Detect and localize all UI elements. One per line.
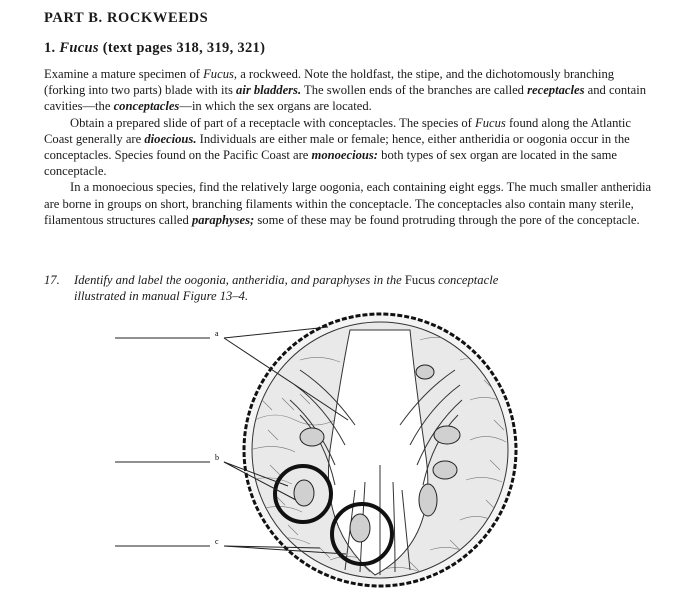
p1-text-3: The swollen ends of the branches are called	[301, 83, 528, 98]
p1-text-1: Examine a mature specimen of	[44, 67, 204, 81]
paragraph-3	[44, 179, 654, 228]
p2-text-3: Individuals are either male or female; hence, either antheridia or oogonia occur in the conceptacles. Species found on the Pacific Coast are	[44, 131, 630, 163]
instruction-text	[44, 66, 654, 228]
question-line2: illustrated in manual Figure 13–4.	[74, 289, 249, 304]
label-b: b	[215, 453, 219, 462]
question-fucus: Fucus	[404, 273, 435, 287]
p2-text-2: found along the Atlantic Coast generally are	[44, 115, 632, 146]
term-monoecious: monoecious:	[311, 148, 378, 163]
p1-text-2: , a rockweed. Note the holdfast, the stipe, and the dichotomously branching (forking into two parts) blade with its	[44, 67, 615, 98]
term-receptacles: receptacles	[527, 83, 585, 98]
term-air-bladders: air bladders.	[236, 83, 302, 98]
section-genus: Fucus	[59, 40, 99, 56]
p2-text-1: Obtain a prepared slide of part of a receptacle with conceptacles. The species of	[70, 115, 476, 130]
paragraph-1	[44, 66, 654, 115]
p1-text-5: —in which the sex organs are located.	[179, 99, 372, 114]
part-heading: PART B. ROCKWEEDS	[44, 10, 209, 26]
term-paraphyses: paraphyses;	[191, 212, 255, 227]
section-heading	[44, 40, 265, 57]
section-pages: (text pages 318, 319, 321)	[102, 40, 266, 56]
conceptacle-figure	[0, 300, 700, 593]
label-c: c	[215, 537, 219, 546]
p3-text-2: some of these may be found protruding through the pore of the conceptacle.	[254, 212, 640, 227]
label-a: a	[215, 329, 219, 338]
p1-text-4: and contain cavities—the	[44, 83, 647, 114]
term-conceptacles: conceptacles	[113, 99, 180, 114]
p2-fucus: Fucus	[475, 115, 506, 130]
p2-text-4: both types of sex organ are located in the same conceptacle.	[44, 148, 617, 179]
conceptacle-illustration	[0, 300, 700, 593]
section-number: 1.	[44, 40, 56, 56]
conceptacle-cavity	[328, 330, 427, 575]
term-dioecious: dioecious.	[144, 131, 197, 146]
paragraph-2	[44, 115, 654, 180]
question-number: 17.	[44, 273, 60, 287]
question-line1-a: Identify and label the oogonia, antheridia, and paraphyses in the	[74, 273, 405, 287]
question-line1-b: conceptacle	[435, 273, 499, 287]
p1-fucus: Fucus	[203, 67, 234, 81]
p3-text-1: In a monoecious species, find the relatively large oogonia, each containing eight eggs. The much smaller antheridia are borne in groups on short, branching filaments within the conceptacle. The conceptacles also contain many sterile, filamentous structures called	[44, 180, 652, 227]
